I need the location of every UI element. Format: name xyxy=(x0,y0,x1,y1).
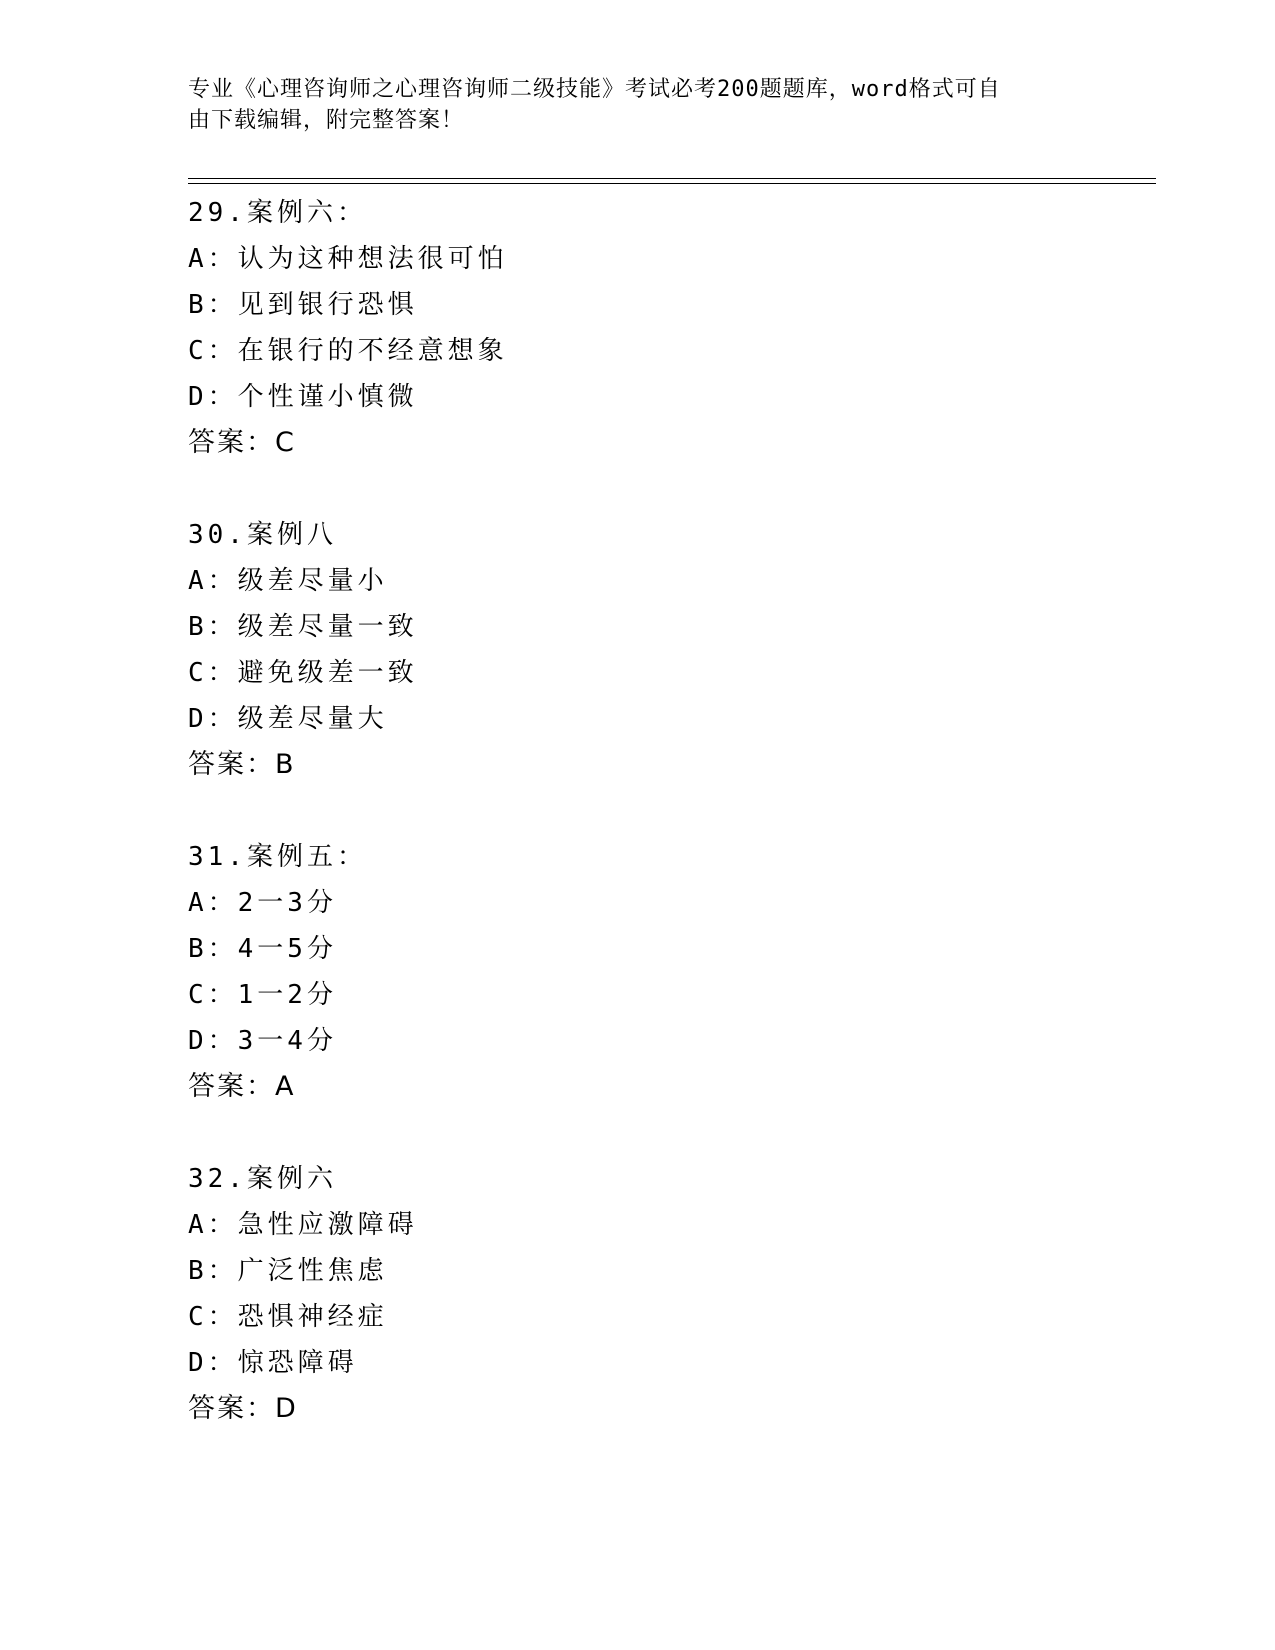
question-30 xyxy=(188,512,1088,788)
answer-line: 答案：B xyxy=(188,749,296,780)
option-d: D：个性谨小慎微 xyxy=(188,382,418,412)
option-a: A：认为这种想法很可怕 xyxy=(188,244,508,274)
question-title: 30.案例八 xyxy=(188,520,337,550)
answer-line: 答案：D xyxy=(188,1393,298,1424)
document-header xyxy=(188,74,1068,136)
option-b: B：级差尽量一致 xyxy=(188,612,418,642)
question-list xyxy=(188,190,1088,1432)
question-title: 31.案例五： xyxy=(188,842,367,872)
option-c: C：恐惧神经症 xyxy=(188,1302,388,1332)
header-line: 由下载编辑，附完整答案！ xyxy=(188,108,465,133)
option-d: D：3一4分 xyxy=(188,1026,337,1056)
option-a: A：2一3分 xyxy=(188,888,337,918)
header-line: 专业《心理咨询师之心理咨询师二级技能》考试必考200题题库，word格式可自 xyxy=(188,77,1001,102)
option-b: B：广泛性焦虑 xyxy=(188,1256,388,1286)
option-a: A：急性应激障碍 xyxy=(188,1210,418,1240)
option-b: B：4一5分 xyxy=(188,934,337,964)
option-a: A：级差尽量小 xyxy=(188,566,388,596)
header-divider-top xyxy=(188,178,1156,179)
question-title: 32.案例六 xyxy=(188,1164,337,1194)
question-title: 29.案例六： xyxy=(188,198,367,228)
answer-line: 答案：C xyxy=(188,427,296,458)
option-d: D：级差尽量大 xyxy=(188,704,388,734)
option-c: C：在银行的不经意想象 xyxy=(188,336,508,366)
question-29 xyxy=(188,190,1088,466)
option-d: D：惊恐障碍 xyxy=(188,1348,358,1378)
option-c: C：1一2分 xyxy=(188,980,337,1010)
option-c: C：避免级差一致 xyxy=(188,658,418,688)
header-divider-bottom xyxy=(188,183,1156,184)
option-b: B：见到银行恐惧 xyxy=(188,290,418,320)
question-31 xyxy=(188,834,1088,1110)
question-32 xyxy=(188,1156,1088,1432)
answer-line: 答案：A xyxy=(188,1071,296,1102)
